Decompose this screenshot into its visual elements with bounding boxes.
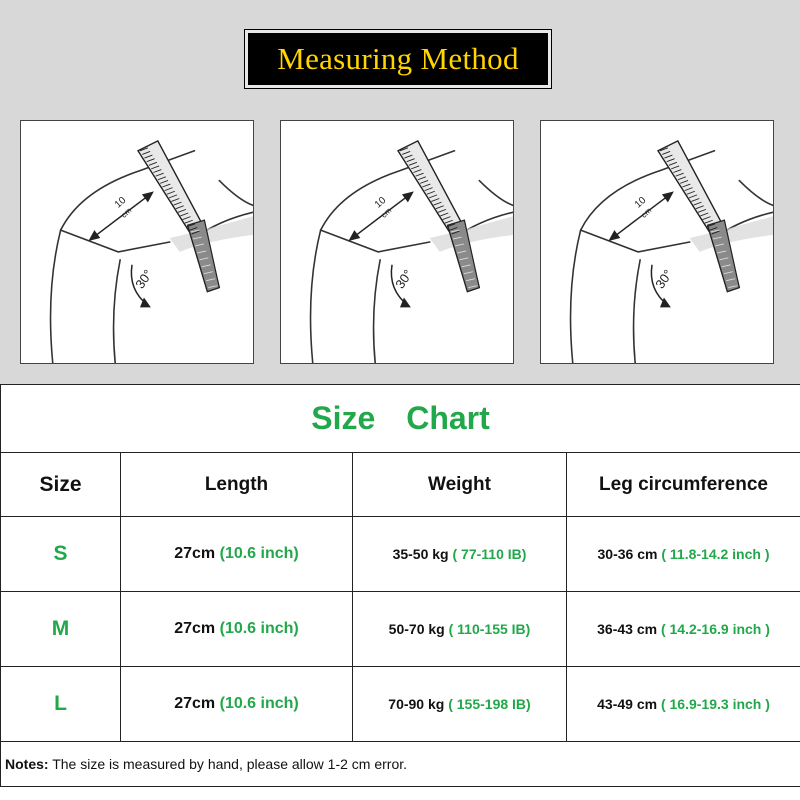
measuring-method-banner [245, 30, 551, 88]
knee-diagram [21, 121, 253, 363]
circumference-value: 36-43 cm [597, 621, 658, 637]
weight-cell [353, 667, 567, 742]
length-cell [121, 667, 353, 742]
distance-value: 10 [372, 194, 389, 211]
weight-value: 50-70 kg [388, 621, 445, 637]
weight-cell [353, 517, 567, 592]
notes-text: The size is measured by hand, please allow 1-2 cm error. [48, 756, 408, 772]
length-cell [121, 517, 353, 592]
weight-lb-value: ( 110-155 IB) [448, 621, 531, 637]
weight-cell [353, 592, 567, 667]
column-header-size: Size [1, 453, 121, 517]
column-header-weight: Weight [353, 453, 567, 517]
weight-value: 70-90 kg [388, 696, 445, 712]
size-chart-table [0, 384, 800, 787]
measuring-method-section [0, 0, 800, 384]
circumference-inch-value: ( 14.2-16.9 inch ) [660, 621, 770, 637]
size-label: L [1, 667, 121, 742]
length-inch-value: (10.6 inch) [219, 545, 299, 562]
length-value: 27cm [174, 545, 216, 562]
distance-unit: cm [379, 205, 394, 220]
size-chart-title: Size Chart [1, 385, 800, 453]
notes [1, 742, 800, 787]
notes-label: Notes: [5, 756, 49, 772]
column-header-leg-circumference: Leg circumference [567, 453, 800, 517]
angle-label: 30° [132, 266, 156, 292]
measuring-method-title: Measuring Method [277, 41, 519, 76]
angle-label: 30° [652, 266, 676, 292]
size-label: M [1, 592, 121, 667]
circumference-cell [567, 667, 800, 742]
size-label: S [1, 517, 121, 592]
circumference-inch-value: ( 16.9-19.3 inch ) [660, 696, 770, 712]
circumference-value: 30-36 cm [597, 546, 658, 562]
distance-unit: cm [119, 205, 134, 220]
knee-diagram-panel-2 [280, 120, 514, 364]
knee-diagram [541, 121, 773, 363]
circumference-cell [567, 517, 800, 592]
table-row [1, 517, 800, 592]
leg-outline [571, 151, 773, 363]
leg-outline [51, 151, 253, 363]
distance-value: 10 [112, 194, 129, 211]
circumference-inch-value: ( 11.8-14.2 inch ) [661, 546, 770, 562]
length-value: 27cm [174, 695, 216, 712]
length-inch-value: (10.6 inch) [219, 620, 299, 637]
table-row [1, 667, 800, 742]
circumference-cell [567, 592, 800, 667]
circumference-value: 43-49 cm [597, 696, 658, 712]
weight-value: 35-50 kg [392, 546, 449, 562]
weight-lb-value: ( 77-110 IB) [452, 546, 527, 562]
measuring-tape-icon [658, 141, 739, 292]
measuring-tape-icon [398, 141, 479, 292]
length-cell [121, 592, 353, 667]
distance-unit: cm [639, 205, 654, 220]
measuring-tape-icon [138, 141, 219, 292]
angle-label: 30° [392, 266, 416, 292]
length-value: 27cm [174, 620, 216, 637]
column-header-length: Length [121, 453, 353, 517]
length-inch-value: (10.6 inch) [219, 695, 299, 712]
knee-diagram-panel-1 [20, 120, 254, 364]
knee-diagram-panel-3 [540, 120, 774, 364]
size-chart [0, 384, 800, 800]
table-row [1, 592, 800, 667]
distance-value: 10 [632, 194, 649, 211]
knee-diagram [281, 121, 513, 363]
weight-lb-value: ( 155-198 IB) [448, 696, 531, 712]
leg-outline [311, 151, 513, 363]
